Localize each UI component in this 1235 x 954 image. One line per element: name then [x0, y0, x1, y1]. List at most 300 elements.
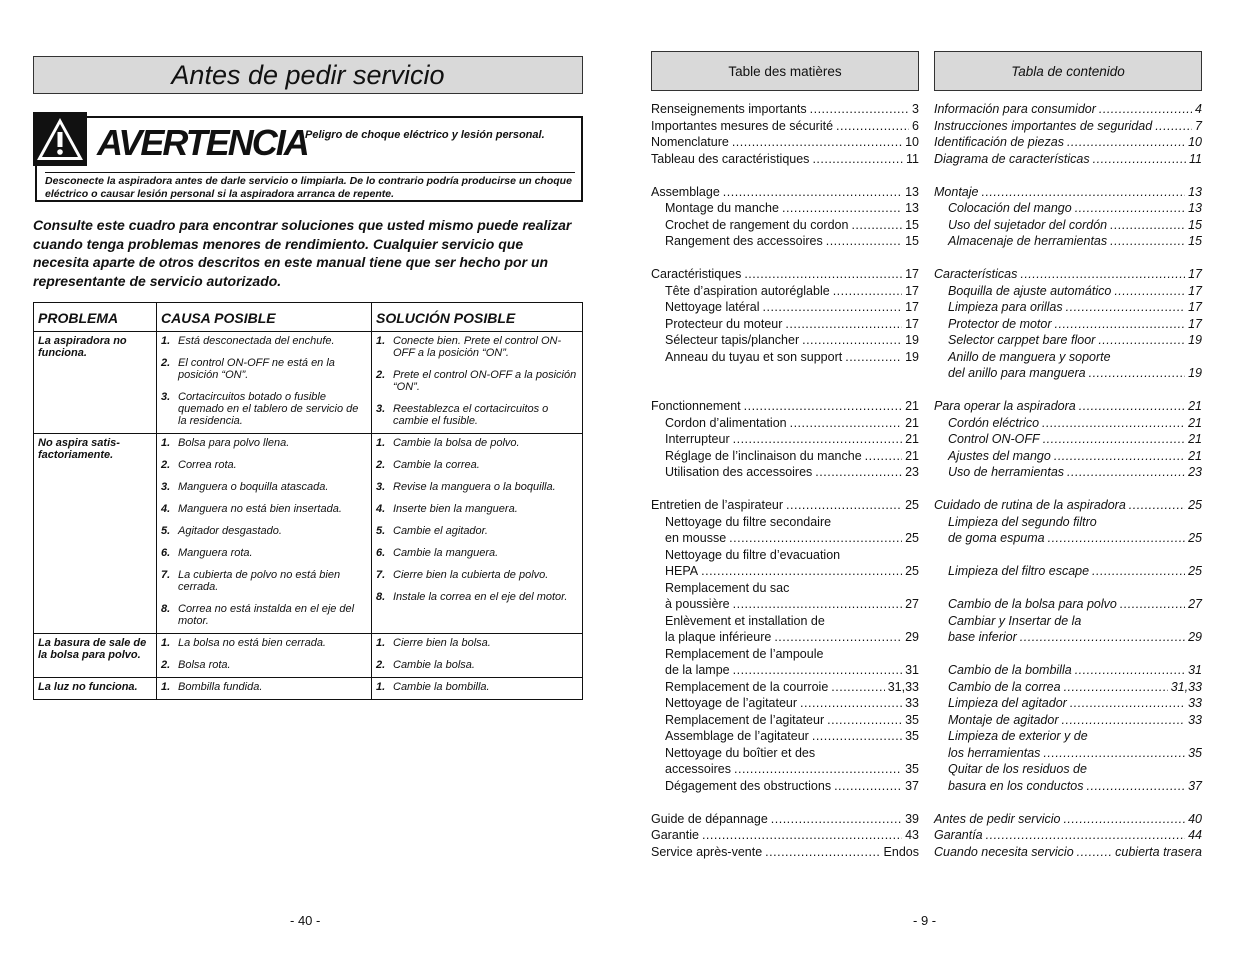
toc-entry-title: Características [934, 267, 1018, 281]
toc-entry [934, 745, 1202, 762]
toc-entry-title: Rangement des accessoires [665, 234, 823, 248]
toc-leader-dots [763, 299, 903, 316]
toc-entry-page: 21 [905, 415, 919, 430]
toc-entry-page: 17 [905, 267, 919, 281]
toc-leader-dots [810, 101, 909, 118]
toc-entry-title: Importantes mesures de sécurité [651, 118, 834, 133]
toc-leader-dots [1098, 332, 1185, 349]
toc-entry [934, 266, 1202, 283]
toc-leader-dots [1077, 844, 1112, 861]
warning-subtitle: Peligro de choque eléctrico y lesión personal. [305, 129, 545, 141]
item-number: 1. [161, 637, 171, 649]
toc-entry [934, 530, 1202, 547]
toc-entry-page: 31,33 [887, 679, 919, 694]
item-text: La bolsa no está bien cerrada. [178, 637, 326, 649]
toc-entry [651, 844, 919, 861]
toc-leader-dots [786, 497, 902, 514]
toc-entry [651, 745, 919, 762]
toc-entry [934, 217, 1202, 234]
toc-spacer [651, 365, 919, 382]
toc-entry [651, 712, 919, 729]
toc-entry-title: Limpieza del segundo filtro [948, 514, 1097, 529]
solution-item [376, 681, 578, 693]
toc-leader-dots [1089, 365, 1186, 382]
toc-entry [651, 217, 919, 234]
toc-entry-page: 17 [1188, 300, 1202, 314]
item-number: 1. [376, 681, 386, 693]
cause-item [161, 437, 367, 449]
toc-leader-dots [1120, 596, 1185, 613]
item-text: Manguera rota. [178, 547, 253, 559]
warning-icon [33, 112, 87, 166]
toc-entry [934, 827, 1202, 844]
toc-entry-page: 25 [905, 498, 919, 512]
toc-entry-page: 15 [905, 217, 919, 232]
item-number: 5. [161, 525, 171, 537]
toc-entry [651, 448, 919, 465]
toc-entry [651, 613, 919, 630]
toc-entry-title: Caractéristiques [651, 267, 742, 281]
toc-entry-page: 21 [1188, 448, 1202, 463]
item-text: Cambie el agitador. [393, 525, 488, 537]
item-number: 1. [376, 437, 386, 449]
toc-leader-dots [1092, 563, 1185, 580]
toc-leader-dots [771, 811, 902, 828]
toc-entry-title: Anillo de manguera y soporte [948, 349, 1111, 364]
toc-leader-dots [1129, 497, 1185, 514]
toc-leader-dots [800, 695, 902, 712]
solution-item [376, 569, 578, 581]
toc-entry [934, 844, 1202, 861]
toc-leader-dots [1066, 299, 1185, 316]
solution-cell [372, 634, 583, 678]
toc-entry-page: 35 [1188, 745, 1202, 760]
toc-entry-title: Nettoyage latéral [665, 300, 760, 314]
toc-leader-dots [1155, 118, 1192, 135]
toc-leader-dots [833, 283, 902, 300]
item-text: Cortacircuitos botado o fusible quemado en el tablero de servicio de la residencia. [178, 391, 359, 427]
toc-entry-page: 35 [905, 729, 919, 743]
solution-item [376, 525, 578, 537]
item-text: Manguera o boquilla atascada. [178, 481, 329, 493]
toc-leader-dots [1067, 464, 1185, 481]
toc-entry-page: 21 [1188, 415, 1202, 430]
toc-entry-page: 37 [1188, 778, 1202, 793]
toc-spacer [934, 580, 1202, 597]
cause-item [161, 391, 367, 427]
toc-leader-dots [802, 332, 902, 349]
toc-entry [934, 712, 1202, 729]
cause-item [161, 503, 367, 515]
warning-word: AVERTENCIA [97, 122, 308, 163]
toc-entry [651, 761, 919, 778]
header-cause: CAUSA POSIBLE [157, 303, 372, 332]
toc-entry [934, 464, 1202, 481]
toc-entry-page: 17 [1188, 316, 1202, 331]
toc-entry-page: 19 [905, 333, 919, 347]
toc-entry-title: HEPA [665, 564, 699, 578]
item-text: Bombilla fundida. [178, 681, 263, 693]
toc-entry-page: 19 [1188, 366, 1202, 380]
header-problem: PROBLEMA [34, 303, 157, 332]
toc-entry [651, 563, 919, 580]
toc-spacer [934, 382, 1202, 399]
toc-entry-page: 21 [1188, 432, 1202, 446]
item-text: Correa rota. [178, 459, 237, 471]
toc-entry-page: 15 [1188, 234, 1202, 248]
toc-entry [651, 118, 919, 135]
toc-entry-title: accessoires [665, 762, 731, 776]
toc-entry-page: 11 [906, 151, 919, 166]
toc-entry-title: Cambiar y Insertar de la [948, 613, 1082, 628]
toc-entry [651, 431, 919, 448]
toc-entry [934, 398, 1202, 415]
item-number: 5. [376, 525, 386, 537]
problem-cell: No aspira satis- factoriamente. [34, 434, 157, 634]
toc-leader-dots [1110, 217, 1185, 234]
toc-entry-title: Cordón eléctrico [948, 415, 1040, 430]
toc-header-es: Tabla de contenido [934, 51, 1202, 91]
toc-entry [651, 134, 919, 151]
item-text: Cierre bien la cubierta de polvo. [393, 569, 549, 581]
toc-entry [651, 415, 919, 432]
item-text: Conecte bien. Prete el control ON-OFF a la posición “ON”. [393, 335, 562, 359]
toc-entry-page: 10 [1188, 135, 1202, 149]
toc-entry-page: 37 [905, 778, 919, 793]
toc-entry [934, 761, 1202, 778]
toc-entry [651, 662, 919, 679]
toc-entry-page: 29 [1188, 630, 1202, 644]
toc-entry [651, 200, 919, 217]
toc-spacer [934, 547, 1202, 564]
item-number: 8. [376, 591, 386, 603]
toc-entry-page: Endos [883, 844, 919, 859]
item-text: Está desconectada del enchufe. [178, 335, 335, 347]
toc-entry-page: 35 [905, 762, 919, 776]
toc-entry [651, 778, 919, 795]
toc-entry-page: 15 [905, 234, 919, 248]
toc-entry [934, 101, 1202, 118]
toc-entry [651, 497, 919, 514]
item-text: Revise la manguera o la boquilla. [393, 481, 556, 493]
toc-entry-title: Tableau des caractéristiques [651, 151, 810, 166]
toc-leader-dots [845, 349, 902, 366]
toc-leader-dots [782, 200, 902, 217]
item-number: 2. [376, 659, 386, 671]
toc-entry-title: Control ON-OFF [948, 432, 1040, 446]
toc-entry [934, 118, 1202, 135]
solution-item [376, 403, 578, 427]
solution-item [376, 591, 578, 603]
item-text: Cambie la manguera. [393, 547, 499, 559]
item-number: 3. [161, 391, 171, 403]
toc-entry-title: Nettoyage du filtre secondaire [665, 514, 832, 529]
toc-leader-dots [812, 728, 902, 745]
toc-entry [651, 299, 919, 316]
toc-entry-title: Utilisation des accessoires [665, 465, 813, 479]
toc-leader-dots [1114, 283, 1185, 300]
item-text: Correa no está instalda en el eje del motor. [178, 603, 355, 627]
item-text: Cambie la bolsa de polvo. [393, 437, 520, 449]
toc-leader-dots [1093, 151, 1186, 168]
toc-entry-title: Limpieza para orillas [948, 300, 1063, 314]
toc-leader-dots [1048, 530, 1186, 547]
toc-entry [934, 365, 1202, 382]
toc-entry-page: 3 [912, 102, 919, 116]
toc-entry [934, 299, 1202, 316]
toc-entry [651, 629, 919, 646]
toc-entry-title: Montage du manche [665, 201, 779, 215]
toc-entry [651, 151, 919, 168]
toc-entry [934, 200, 1202, 217]
toc-entry [651, 679, 919, 696]
cause-item [161, 659, 367, 671]
toc-entry [651, 695, 919, 712]
toc-entry [651, 580, 919, 597]
toc-spacer [651, 481, 919, 498]
toc-entry-page: 35 [905, 712, 919, 727]
cause-item [161, 357, 367, 381]
page-number-left: - 40 - [290, 913, 321, 928]
toc-entry-page: 21 [905, 432, 919, 446]
toc-entry-title: Montaje de agitador [948, 712, 1059, 727]
toc-entry [651, 332, 919, 349]
toc-entry-page: 43 [905, 828, 919, 842]
table-row [34, 332, 583, 434]
solution-item [376, 437, 578, 449]
cause-cell [157, 634, 372, 678]
toc-leader-dots [1075, 662, 1185, 679]
header-solution: SOLUCIÓN POSIBLE [372, 303, 583, 332]
toc-entry [934, 316, 1202, 333]
toc-leader-dots [1099, 101, 1192, 118]
toc-entry-page: 25 [1188, 498, 1202, 512]
toc-entry [651, 316, 919, 333]
cause-item [161, 335, 367, 347]
toc-leader-dots [723, 184, 902, 201]
toc-entry [651, 646, 919, 663]
toc-spacer [934, 167, 1202, 184]
toc-entry-title: Sélecteur tapis/plancher [665, 333, 800, 347]
toc-leader-dots [733, 431, 902, 448]
item-number: 1. [161, 335, 171, 347]
toc-entry-title: Instrucciones importantes de seguridad [934, 118, 1153, 133]
solution-item [376, 503, 578, 515]
toc-leader-dots [701, 563, 902, 580]
toc-entry [651, 596, 919, 613]
toc-entry-title: Crochet de rangement du cordon [665, 217, 849, 232]
toc-entry-title: Diagrama de características [934, 151, 1090, 166]
toc-leader-dots [831, 679, 884, 696]
toc-leader-dots [1087, 778, 1186, 795]
item-number: 6. [376, 547, 386, 559]
warning-body: Desconecte la aspiradora antes de darle servicio o limpiarla. De lo contrario podría producirse un choque eléctrico o causar lesión personal si la aspiradora arranca de repente. [45, 172, 575, 201]
toc-spacer [651, 167, 919, 184]
solution-cell [372, 434, 583, 634]
toc-entry-title: Quitar de los residuos de [948, 762, 1087, 776]
toc-entry-title: Nomenclature [651, 135, 729, 149]
toc-entry-title: Remplacement de l’agitateur [665, 712, 825, 727]
toc-entry [934, 134, 1202, 151]
item-number: 1. [161, 437, 171, 449]
toc-header-fr: Table des matières [651, 51, 919, 91]
toc-entry-title: Nettoyage du filtre d’evacuation [665, 547, 841, 562]
toc-leader-dots [765, 844, 880, 861]
toc-entry-page: 31,33 [1170, 679, 1202, 694]
toc-entry-page: 25 [905, 531, 919, 545]
toc-entry-title: Limpieza del filtro escape [948, 564, 1090, 578]
toc-entry [934, 728, 1202, 745]
toc-entry-title: los herramientas [948, 745, 1041, 760]
toc-leader-dots [733, 662, 902, 679]
item-number: 1. [161, 681, 171, 693]
toc-entry-title: Limpieza de exterior y de [948, 729, 1088, 743]
toc-leader-dots [1042, 415, 1185, 432]
toc-entry-title: Garantie [651, 828, 699, 842]
toc-entry-page: 27 [905, 597, 919, 611]
toc-entry-title: Boquilla de ajuste automático [948, 283, 1112, 298]
item-number: 3. [161, 481, 171, 493]
item-number: 2. [161, 357, 171, 369]
toc-leader-dots [774, 629, 902, 646]
toc-entry [934, 695, 1202, 712]
toc-entry [651, 547, 919, 564]
toc-leader-dots [812, 151, 903, 168]
toc-entry-page: 31 [905, 663, 919, 677]
toc-entry [934, 613, 1202, 630]
toc-entry-title: Ajustes del mango [948, 448, 1051, 463]
toc-entry [934, 811, 1202, 828]
toc-entry-title: Colocación del mango [948, 201, 1072, 215]
toc-leader-dots [1020, 266, 1185, 283]
toc-entry [934, 596, 1202, 613]
toc-entry-title: Tête d’aspiration autoréglable [665, 283, 830, 298]
toc-entry [651, 811, 919, 828]
table-row [34, 434, 583, 634]
problem-cell: La luz no funciona. [34, 678, 157, 700]
toc-entry-page: 4 [1195, 102, 1202, 116]
toc-leader-dots [827, 712, 902, 729]
toc-entry-page: 11 [1189, 151, 1202, 166]
toc-leader-dots [729, 530, 902, 547]
toc-entry-title: Enlèvement et installation de [665, 613, 825, 628]
intro-text: Consulte este cuadro para encontrar soluciones que usted mismo puede realizar cuando tenga problemas menores de rendimiento. Cualquier servicio que necesita aparte de otros descritos en este manual tiene que ser hecho por un representante de servicio autorizado. [33, 217, 572, 289]
toc-entry [651, 464, 919, 481]
toc-entry [934, 679, 1202, 696]
toc-entry-title: Cambio de la correa [948, 679, 1061, 694]
toc-leader-dots [815, 464, 902, 481]
toc-spacer [934, 794, 1202, 811]
toc-entry [651, 398, 919, 415]
toc-entry-page: 17 [905, 300, 919, 314]
toc-entry [934, 184, 1202, 201]
item-text: Prete el control ON-OFF a la posición “ON”. [393, 369, 577, 393]
cause-item [161, 459, 367, 471]
toc-entry-title: Garantía [934, 828, 983, 842]
toc-entry-title: Uso de herramientas [948, 465, 1065, 479]
solution-item [376, 481, 578, 493]
toc-leader-dots [1067, 134, 1185, 151]
toc-entry-page: 17 [905, 283, 919, 298]
solution-item [376, 637, 578, 649]
toc-leader-dots [1054, 448, 1185, 465]
toc-entry-title: Service après-vente [651, 844, 763, 859]
item-text: Agitador desgastado. [178, 525, 282, 537]
toc-leader-dots [1064, 679, 1168, 696]
toc-leader-dots [733, 596, 902, 613]
toc-entry [934, 662, 1202, 679]
toc-entry-title: Remplacement de la courroie [665, 679, 829, 694]
toc-entry-page: 33 [905, 696, 919, 710]
item-number: 1. [376, 335, 386, 347]
toc-entry [651, 530, 919, 547]
toc-entry-title: Fonctionnement [651, 399, 741, 413]
toc-entry-title: Montaje [934, 184, 979, 199]
toc-leader-dots [826, 233, 902, 250]
toc-entry [934, 151, 1202, 168]
toc-entry-title: Uso del sujetador del cordón [948, 217, 1108, 232]
solution-cell [372, 332, 583, 434]
item-text: Cambie la correa. [393, 459, 480, 471]
toc-entry-page: 25 [1188, 531, 1202, 545]
toc-leader-dots [1110, 233, 1185, 250]
toc-entry-title: à poussière [665, 597, 730, 611]
item-number: 2. [161, 659, 171, 671]
toc-entry-title: Cambio de la bolsa para polvo [948, 597, 1117, 611]
toc-entry [651, 266, 919, 283]
toc-entry [934, 349, 1202, 366]
toc-entry-title: Dégagement des obstructions [665, 778, 832, 793]
toc-leader-dots [836, 118, 909, 135]
toc-entry-page: 39 [905, 811, 919, 826]
item-number: 8. [161, 603, 171, 615]
solution-item [376, 547, 578, 559]
toc-entry-page: 25 [1188, 564, 1202, 578]
toc-entry [934, 778, 1202, 795]
solution-item [376, 369, 578, 393]
toc-entry-page: 40 [1188, 811, 1202, 826]
toc-entry-page: 17 [1188, 283, 1202, 298]
item-text: Reestablezca el cortacircuitos o cambie el fusible. [393, 403, 549, 427]
toc-entry-title: Entretien de l’aspirateur [651, 498, 784, 512]
problem-cell: La aspiradora no funciona. [34, 332, 157, 434]
toc-leader-dots [702, 827, 902, 844]
table-row [34, 678, 583, 700]
toc-leader-dots [981, 184, 1185, 201]
toc-entry-title: base inferior [948, 630, 1017, 644]
toc-leader-dots [1075, 200, 1185, 217]
toc-entry-page: 21 [905, 448, 919, 463]
toc-spacer [651, 382, 919, 399]
toc-entry [651, 728, 919, 745]
toc-entry-title: la plaque inférieure [665, 630, 772, 644]
toc-entry-title: Nettoyage du boîtier et des [665, 745, 816, 760]
item-text: Bolsa para polvo llena. [178, 437, 290, 449]
toc-entry [934, 431, 1202, 448]
cause-item [161, 603, 367, 627]
cause-cell [157, 434, 372, 634]
toc-entry-title: Cuando necesita servicio [934, 844, 1074, 859]
toc-spacer [934, 481, 1202, 498]
toc-leader-dots [732, 134, 902, 151]
toc-entry-title: Cordon d’alimentation [665, 415, 787, 430]
toc-entry-title: Interrupteur [665, 432, 730, 446]
toc-entry [651, 283, 919, 300]
toc-entry [651, 184, 919, 201]
toc-entry-page: 6 [912, 118, 919, 133]
toc-entry-title: Nettoyage de l’agitateur [665, 696, 798, 710]
toc-spacer [651, 794, 919, 811]
